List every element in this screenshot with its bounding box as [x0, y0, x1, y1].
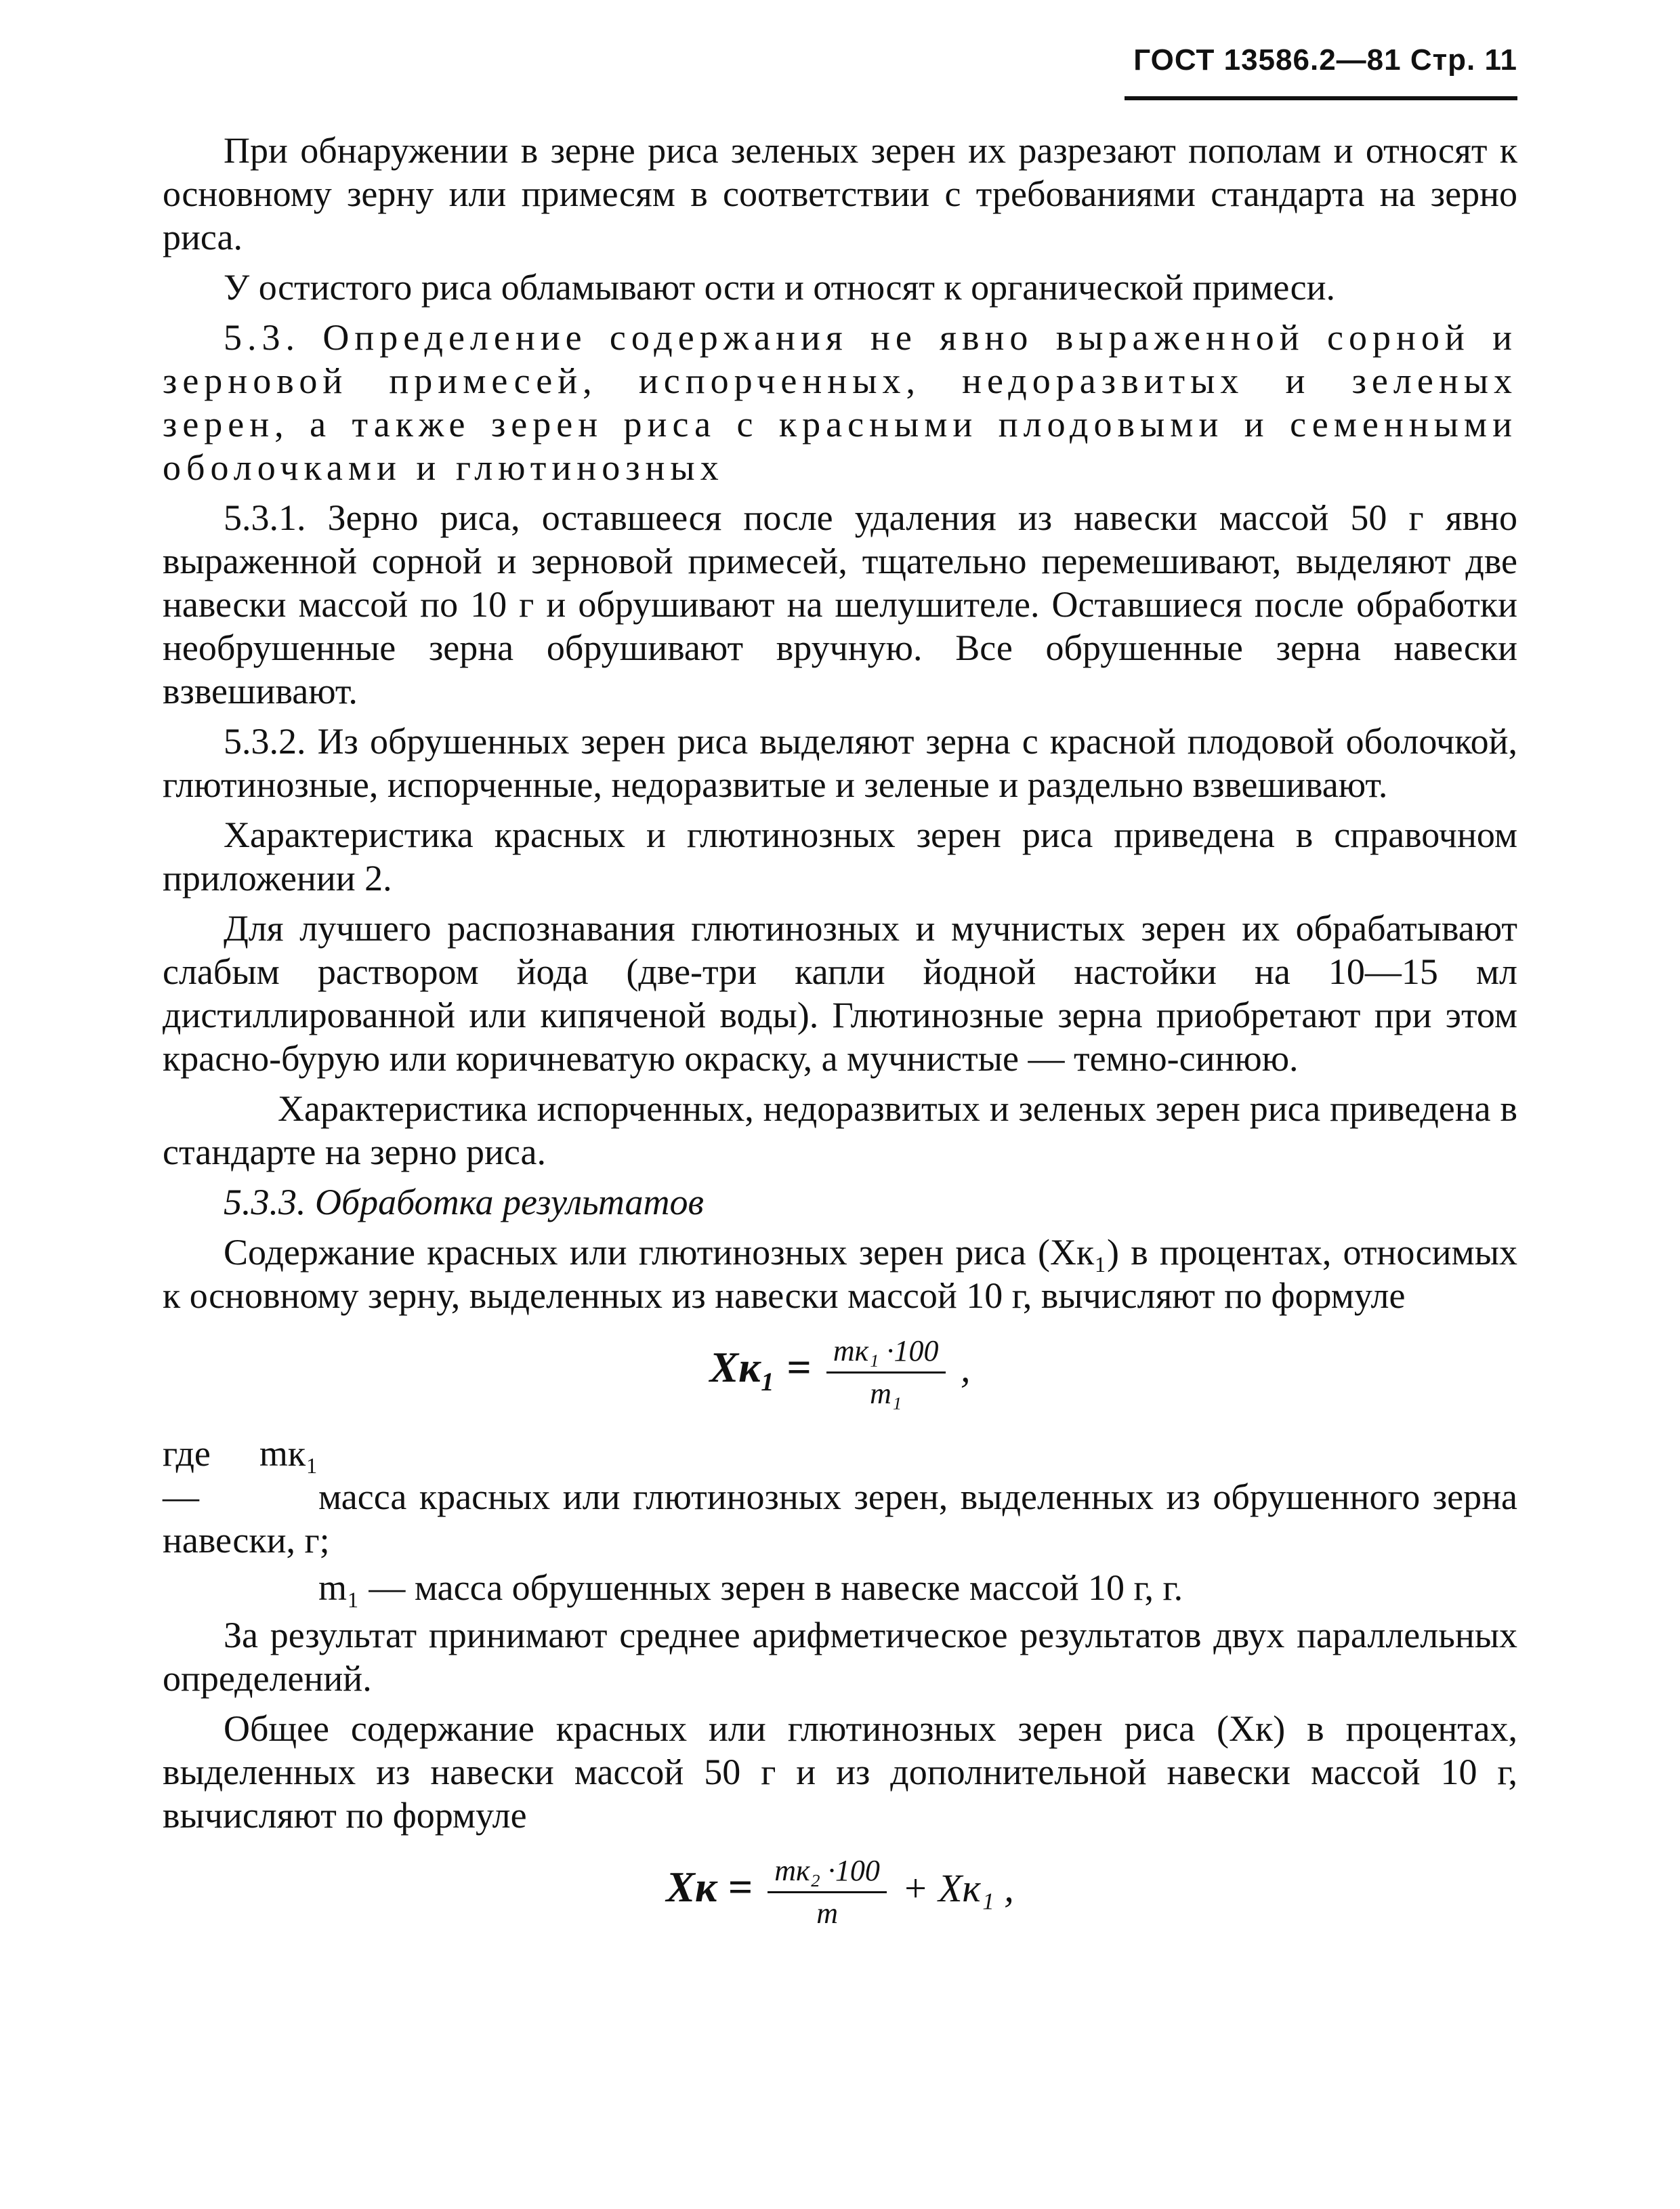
formula-xk1 — [163, 1334, 1517, 1411]
section-heading-5-3-3: 5.3.3. Обработка результатов — [224, 1182, 704, 1222]
formula-xk1-fraction — [826, 1334, 946, 1411]
formula-xk-denominator: m — [816, 1897, 838, 1930]
paragraph-iodine: Для лучшего распознавания глютинозных и мучнистых зерен их обрабатывают слабым раствором йода (две-три капли йодной настойки на 10—15 мл дистиллированной или кипяченой воды). Глютинозные зерна приобретают при этом красно-бурую или коричневатую окраску, а мучнистые — темно-синюю. — [163, 908, 1517, 1079]
where-def-1: масса красных или глютинозных зерен, выделенных из обрушенного зерна навески, г; — [163, 1477, 1517, 1561]
formula-xk-fraction — [768, 1853, 887, 1931]
formula-xk-tail: + Xк₁ , — [902, 1865, 1014, 1910]
paragraph-awned-rice: У остистого риса обламывают ости и относят к органической примеси. — [224, 267, 1336, 308]
where-clause-1 — [163, 1432, 1517, 1562]
section-5-3-1: 5.3.1. Зерно риса, оставшееся после удаления из навески массой 50 г явно выраженной сорной и зерновой примесей, тщательно перемешивают, выделяют две навески массой по 10 г и обрушивают на шелушителе. Оставшиеся после обработки необрушенные зерна обрушивают вручную. Все обрушенные зерна навески взвешивают. — [163, 497, 1517, 711]
where-lead: где mк₁ — — [163, 1433, 318, 1517]
section-heading-5-3: 5.3. Определение содержания не явно выраженной сорной и зерновой примесей, испорченных, недоразвитых и зеленых зерен, а также зерен риса с красными плодовыми и семенными оболочками и глютинозных — [163, 317, 1517, 488]
where-def-2: m₁ — масса обрушенных зерен в навеске массой 10 г, г. — [318, 1567, 1183, 1608]
formula-xk-lhs: Xк = — [666, 1862, 753, 1911]
header-rule — [1125, 96, 1517, 100]
document-body — [163, 129, 1517, 1952]
document-page — [163, 41, 1517, 2168]
formula-xk1-tail: , — [961, 1346, 971, 1390]
page-header: ГОСТ 13586.2—81 Стр. 11 — [1133, 43, 1517, 77]
paragraph-arithmetic-mean: За результат принимают среднее арифметическое результатов двух параллельных определений. — [163, 1615, 1517, 1699]
paragraph-total-content: Общее содержание красных или глютинозных зерен риса (Xк) в процентах, выделенных из навески массой 50 г и из дополнительной навески массой 10 г, вычисляют по формуле — [163, 1708, 1517, 1836]
formula-xk — [163, 1853, 1517, 1931]
paragraph-characteristics-spoiled: Характеристика испорченных, недоразвитых и зеленых зерен риса приведена в стандарте на зерно риса. — [163, 1088, 1517, 1172]
paragraph-green-grains: При обнаружении в зерне риса зеленых зерен их разрезают пополам и относят к основному зерну или примесям в соответствии с требованиями стандарта на зерно риса. — [163, 130, 1517, 257]
formula-xk-numerator: mк₂ ·100 — [768, 1853, 887, 1893]
section-5-3-2: 5.3.2. Из обрушенных зерен риса выделяют зерна с красной плодовой оболочкой, глютинозные, испорченные, недоразвитые и зеленые и раздельно взвешивают. — [163, 721, 1517, 805]
formula-xk1-lhs: Xк₁ = — [709, 1342, 812, 1391]
formula-xk1-denominator: m₁ — [870, 1377, 902, 1410]
paragraph-characteristics-red: Характеристика красных и глютинозных зерен риса приведена в справочном приложении 2. — [163, 814, 1517, 899]
formula-xk1-numerator: mк₁ ·100 — [826, 1334, 946, 1374]
paragraph-red-content: Содержание красных или глютинозных зерен риса (Xк₁) в процентах, относимых к основному зерну, выделенных из навески массой 10 г, вычисляют по формуле — [163, 1232, 1517, 1316]
